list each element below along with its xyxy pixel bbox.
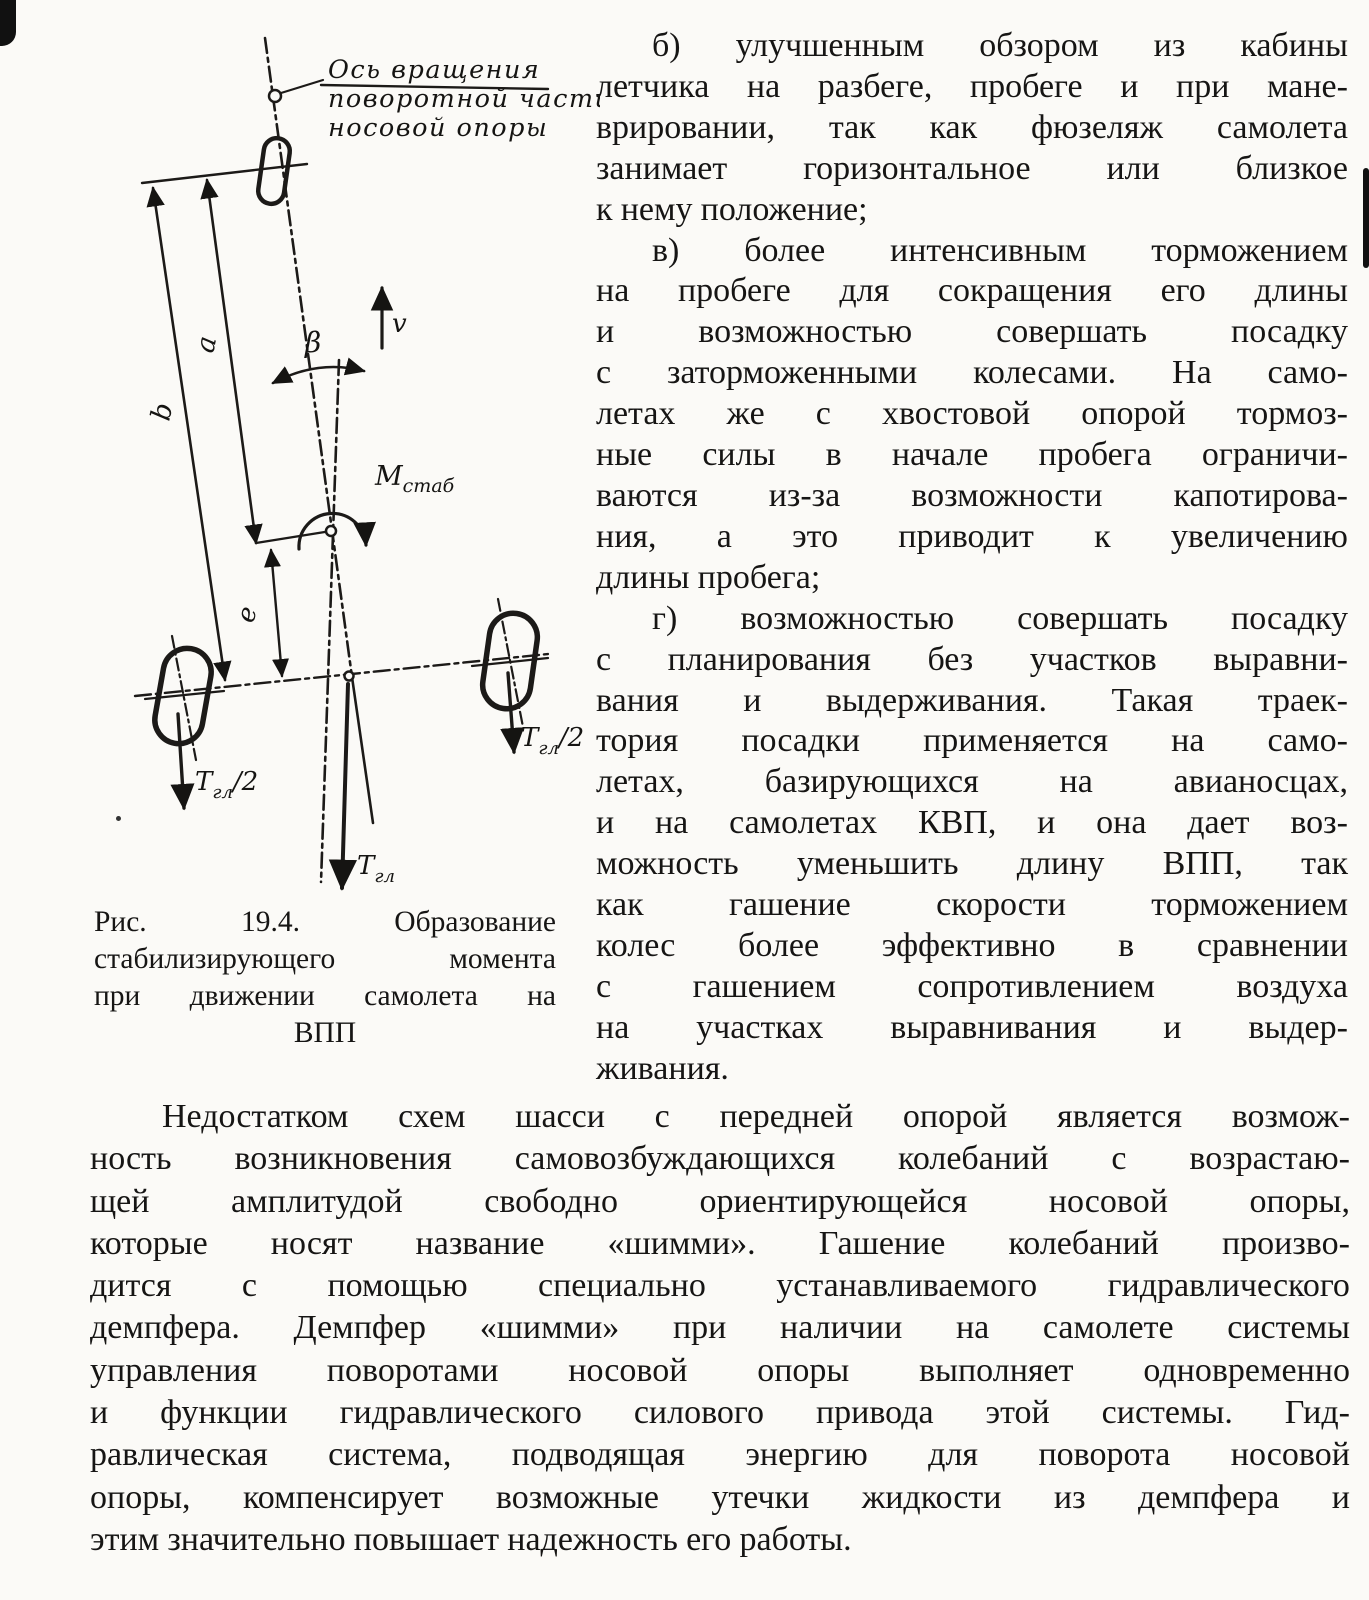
text-line: живания. — [596, 1049, 729, 1087]
text-line: на участках выравнивания и выдер- — [596, 1008, 1348, 1046]
cg-connector-line — [256, 531, 331, 543]
text-line: занимает горизонтальное или близкое — [596, 149, 1348, 187]
text-line: и на самолетах КВП, и она дает воз- — [596, 804, 1348, 842]
text-line: колес более эффективно в сравнении — [596, 926, 1348, 964]
scan-artifact-corner — [0, 0, 16, 46]
text-line: б) улучшенным обзором из кабины — [652, 27, 1348, 64]
center-of-gravity-point — [326, 526, 336, 536]
text-line: Недостатком схем шасси с передней опорой является возмож- — [162, 1098, 1350, 1135]
text-line: с заторможенными колесами. На само- — [596, 354, 1348, 392]
total-force-arrow — [342, 684, 348, 888]
right-force-label: $Т_{гл}/2$ — [521, 723, 585, 759]
text-line: равлическая система, подводящая энергию для поворота носовой — [90, 1436, 1350, 1474]
paragraph-b — [596, 26, 1348, 231]
text-line: с планирования без участков выравни- — [596, 640, 1348, 678]
left-force-label: $Т_{гл}/2$ — [195, 767, 259, 803]
right-text-column — [596, 26, 1348, 1090]
text-line: летчика на разбеге, пробеге и при мане- — [596, 67, 1348, 105]
right-wheel-force-arrow — [508, 673, 514, 752]
note-line-3: носовой опоры — [328, 113, 549, 143]
text-line: г) возможностью совершать посадку — [652, 599, 1348, 637]
text-line: летах же с хвостовой опорой тормоз- — [596, 395, 1348, 433]
text-line: к нему положение; — [596, 190, 868, 228]
text-line: ВПП — [293, 1017, 357, 1049]
moment-label: $М_{стаб}$ — [375, 461, 455, 497]
text-line: врировании, так как фюзеляж самолета — [596, 108, 1348, 146]
text-line: на пробеге для сокращения его длины — [596, 272, 1348, 310]
text-line: управления поворотами носовой опоры выполняет одновременно — [90, 1351, 1350, 1389]
text-line: с гашением сопротивлением воздуха — [596, 967, 1348, 1005]
dim-a-label: a — [189, 333, 224, 356]
note-line-1: Ось вращения — [328, 55, 541, 85]
left-wheel-force-arrow — [178, 714, 184, 808]
text-line: при движении самолета на — [94, 980, 556, 1012]
dimension-line-a — [207, 180, 256, 543]
axis-intersection-point — [345, 672, 354, 681]
landing-gear-moment-diagram — [85, 30, 600, 900]
paragraph-g — [596, 599, 1348, 1090]
text-line: дится с помощью специально устанавливаемого гидравлического — [90, 1267, 1350, 1305]
text-line: и функции гидравлического силового привода этой системы. Гид- — [90, 1394, 1350, 1432]
text-line: ность возникновения самовозбуждающихся колебаний с возрастаю- — [90, 1140, 1350, 1178]
text-line: демпфера. Демпфер «шимми» при наличии на самолете системы — [90, 1309, 1350, 1347]
text-line: этим значительно повышает надежность его работы. — [90, 1520, 852, 1558]
text-line: Рис. 19.4. Образование — [94, 906, 556, 938]
dimension-line-b — [153, 188, 225, 680]
text-line: щей амплитудой свободно ориентирующейся носовой опоры, — [90, 1182, 1350, 1220]
text-line: которые носят название «шимми». Гашение колебаний произво- — [90, 1224, 1350, 1262]
beta-angle-arc — [273, 367, 364, 383]
paragraph-v — [596, 231, 1348, 599]
scan-artifact-dot — [116, 816, 121, 821]
note-leader-line — [281, 80, 323, 93]
text-line: в) более интенсивным торможением — [652, 231, 1348, 269]
figure-caption — [94, 904, 556, 1052]
text-line: ные силы в начале пробега ограничи- — [596, 436, 1348, 474]
motion-direction-line — [321, 360, 339, 882]
text-line: длины пробега; — [596, 558, 821, 596]
text-line: летах, базирующихся на авианосцах, — [596, 763, 1348, 801]
velocity-label: v — [392, 309, 407, 339]
aircraft-axis-line-lower — [352, 677, 373, 823]
note-line-2: поворотной части — [328, 84, 600, 114]
dim-e-label: e — [230, 603, 264, 626]
text-line: можность уменьшить длину ВПП, так — [596, 845, 1348, 883]
text-line: и возможностью совершать посадку — [596, 313, 1348, 351]
scan-artifact-edge — [1363, 168, 1369, 268]
beta-label: β — [305, 326, 322, 359]
text-line: вания и выдерживания. Такая траек- — [596, 681, 1348, 719]
figure-19-4-diagram — [85, 30, 600, 900]
text-line: опоры, компенсирует возможные утечки жидкости из демпфера и — [90, 1478, 1350, 1516]
text-line: стабилизирующего момента — [94, 943, 556, 975]
bottom-paragraph — [90, 1096, 1350, 1561]
text-line: как гашение скорости торможением — [596, 886, 1348, 924]
dimension-line-e — [271, 550, 282, 676]
nose-gear-pivot-point — [269, 90, 281, 102]
text-line: ния, а это приводит к увеличению — [596, 517, 1348, 555]
total-force-label: $Т_{гл}$ — [357, 851, 395, 887]
text-line: ваются из-за возможности капотирова- — [596, 476, 1348, 514]
dim-b-label: b — [145, 400, 180, 424]
text-line: тория посадки применяется на само- — [596, 722, 1348, 760]
